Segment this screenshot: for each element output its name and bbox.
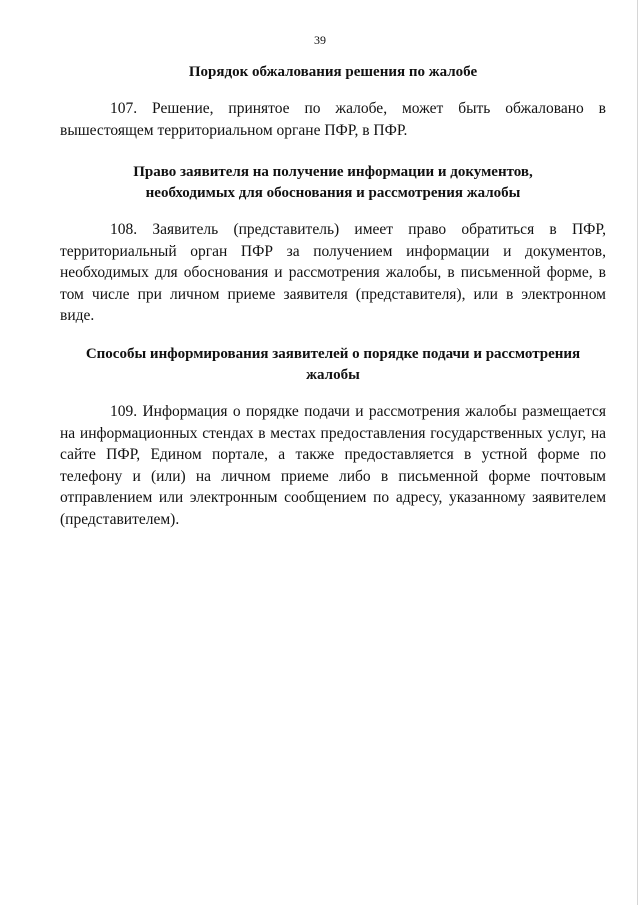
paragraph-line: необходимых для обоснования и рассмотрения жалобы, в письменной форме, в: [60, 264, 606, 282]
paragraph-line: том числе при личном приеме заявителя (представителя), или в электронном: [60, 285, 606, 303]
paragraph-109: [60, 401, 606, 531]
page-number: 39: [314, 33, 326, 47]
paragraph-line: вышестоящем территориальном органе ПФР, в ПФР.: [60, 121, 408, 139]
paragraph-line: на информационных стендах в местах предоставления государственных услуг, на: [60, 424, 606, 442]
heading-line: Способы информирования заявителей о порядке подачи и рассмотрения: [85, 346, 581, 362]
paragraph-line: 108. Заявитель (представитель) имеет право обратиться в ПФР,: [110, 221, 606, 238]
paragraph-108: [60, 219, 606, 327]
paragraph-line: сайте ПФР, Едином портале, а также предоставляется в устной форме по: [60, 446, 606, 464]
paragraph-line: виде.: [60, 307, 95, 325]
heading-line: Порядок обжалования решения по жалобе: [188, 64, 478, 80]
section-heading-informing-methods: [60, 344, 606, 386]
page-edge-line: [637, 0, 638, 905]
paragraph-line: 109. Информация о порядке подачи и рассмотрения жалобы размещается: [110, 403, 606, 420]
heading-line: жалобы: [306, 367, 360, 383]
section-heading-right-to-information: [60, 162, 606, 204]
paragraph-line: (представителем).: [60, 510, 180, 528]
heading-line: необходимых для обоснования и рассмотрения жалобы: [145, 185, 521, 201]
paragraph-line: телефону и (или) на личном приеме либо в письменной форме почтовым: [60, 467, 606, 485]
heading-line: Право заявителя на получение информации и документов,: [133, 164, 533, 180]
paragraph-107: [60, 98, 606, 141]
section-heading-appeal-procedure: [60, 62, 606, 83]
paragraph-line: отправлением или электронным сообщением по адресу, указанному заявителем: [60, 489, 606, 507]
paragraph-line: 107. Решение, принятое по жалобе, может быть обжаловано в: [110, 100, 606, 117]
paragraph-line: территориальный орган ПФР за получением информации и документов,: [60, 242, 606, 260]
